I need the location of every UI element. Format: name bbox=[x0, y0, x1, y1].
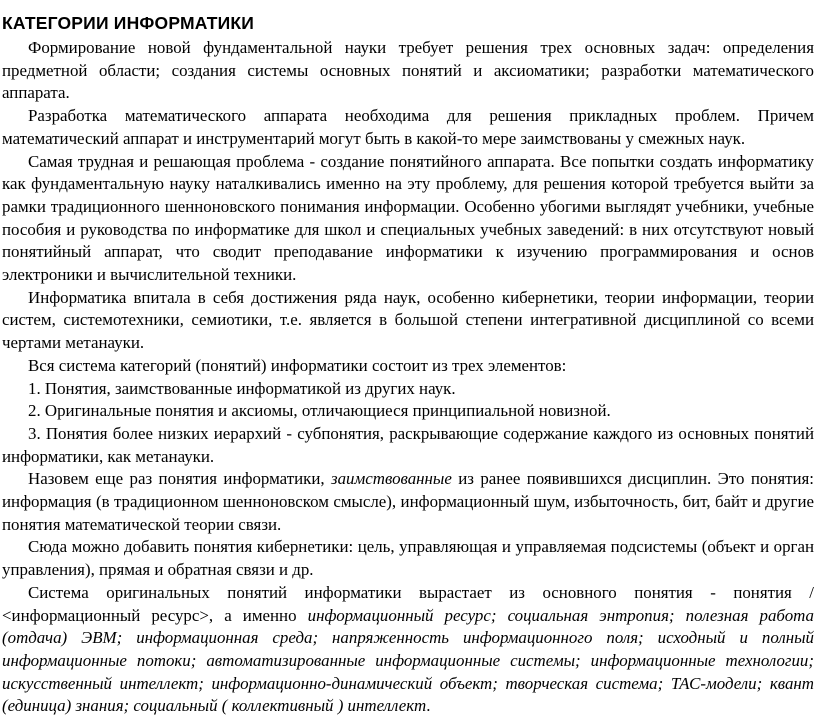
paragraph-8-text-a: Система оригинальных понятий информатики вырастает из основного понятия - понятия / <информационный ресурс>, а именно bbox=[2, 582, 814, 625]
paragraph-6-text-a: Назовем еще раз понятия информатики, bbox=[28, 469, 331, 489]
paragraph-8 bbox=[2, 582, 814, 718]
paragraph-3: Самая трудная и решающая проблема - создание понятийного аппарата. Все попытки создать информатику как фундаментальную науку наталкивались именно на эту проблему, для решения которой требуется выйти за рамки традиционного шенноновского понимания информации. Особенно убогими выглядят учебники, учебные пособия и руководства по информатике для школ и специальных учебных заведений: в них отсутствуют новый понятийный аппарат, что сводит преподавание информатики к изучению программирования и основ электроники и вычислительной техники. bbox=[2, 151, 814, 285]
paragraph-4: Информатика впитала в себя достижения ряда наук, особенно кибернетики, теории информации, теории систем, системотехники, семиотики, т.е. является в большой степени интегративной дисциплиной со всеми чертами метанауки. bbox=[2, 287, 814, 353]
paragraph-8-emphasis: информационный ресурс; социальная энтропия; полезная работа (отдача) ЭВМ; информационная среда; напряженность информационного поля; исходный и полный информационные потоки; автоматизированные информационные системы; информационные технологии; искусственный интеллект; информационно-динамический объект; творческая система; ТАС-модели; квант (единица) знания; социальный ( коллективный ) интеллект bbox=[2, 605, 814, 716]
list-item-3: 3. Понятия более низких иерархий - субпонятия, раскрывающие содержание каждого из основных понятий информатики, как метанауки. bbox=[2, 423, 814, 466]
paragraph-1: Формирование новой фундаментальной науки требует решения трех основных задач: определения предметной области; создания системы основных понятий и аксиоматики; разработки математического аппарата. bbox=[2, 38, 814, 103]
paragraph-6-emphasis: заимствованные bbox=[331, 469, 452, 489]
paragraph-2: Разработка математического аппарата необходима для решения прикладных проблем. Причем математический аппарат и инструментарий могут быть в какой-то мере заимствованы у смежных наук. bbox=[2, 106, 814, 148]
paragraph-6 bbox=[2, 468, 814, 536]
paragraph-7: Сюда можно добавить понятия кибернетики: цель, управляющая и управляемая подсистемы (объект и орган управления), прямая и обратная связи и др. bbox=[2, 537, 814, 580]
paragraph-5: Вся система категорий (понятий) информатики состоит из трех элементов: bbox=[28, 355, 567, 375]
paragraph-6-text-c: из ранее появившихся дисциплин. Это понятия: информация (в традиционном шенноновском смысле), информационный шум, избыточность, бит, байт и другие понятия математической теории связи. bbox=[2, 469, 814, 534]
paragraph-8-text-c: . bbox=[426, 696, 431, 716]
list-item-1: 1. Понятия, заимствованные информатикой из других наук. bbox=[28, 378, 456, 398]
list-item-2: 2. Оригинальные понятия и аксиомы, отличающиеся принципиальной новизной. bbox=[28, 401, 611, 421]
page-title: КАТЕГОРИИ ИНФОРМАТИКИ bbox=[2, 13, 255, 33]
